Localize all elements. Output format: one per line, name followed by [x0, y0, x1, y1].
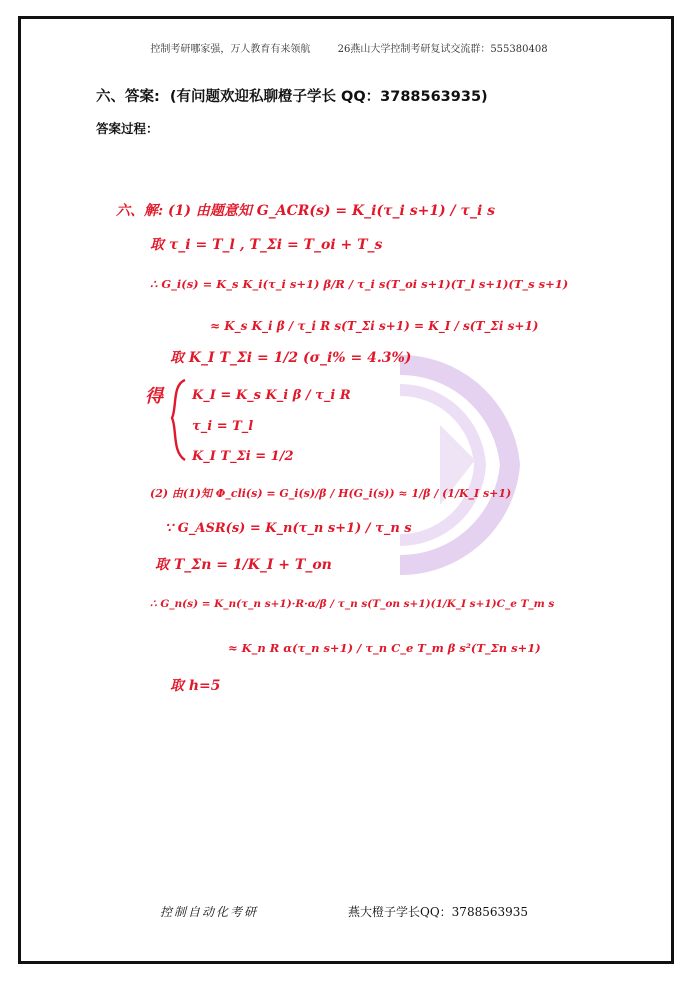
hw-line-1: 六、解: (1) 由题意知 G_ACR(s) = K_i(τ_i s+1) / τ_i s — [116, 203, 496, 219]
section-subtitle: 答案过程： — [96, 121, 159, 136]
section-note: (有问题欢迎私聊橙子学长 QQ：3788563935) — [169, 89, 488, 105]
hw-line-6a: K_I = K_s K_i β / τ_i R — [192, 388, 351, 403]
hw-line-10: ∴ G_n(s) = K_n(τ_n s+1)·R·α/β / τ_n s(T_on s+1)(1/K_I s+1)C_e T_m s — [150, 598, 555, 610]
hw-line-2: 取 τ_i = T_l , T_Σi = T_oi + T_s — [150, 237, 383, 253]
header-group: 26燕山大学控制考研复试交流群：555380408 — [337, 44, 548, 55]
hw-line-9: 取 T_Σn = 1/K_I + T_on — [155, 557, 332, 573]
hw-line-7: (2) 由(1)知 Φ_cli(s) = G_i(s)/β / H(G_i(s)) ≈ 1/β / (1/K_I s+1) — [150, 487, 512, 500]
hw-line-6b: τ_i = T_l — [192, 419, 254, 434]
hw-line-6c: K_I T_Σi = 1/2 — [192, 449, 294, 464]
hw-line-8: ∵ G_ASR(s) = K_n(τ_n s+1) / τ_n s — [165, 521, 412, 536]
footer-right: 燕大橙子学长QQ：3788563935 — [348, 905, 529, 919]
hw-line-11: ≈ K_n R α(τ_n s+1) / τ_n C_e T_m β s²(T_Σn s+1) — [228, 641, 541, 655]
footer-left: 控制自动化考研 — [160, 905, 259, 919]
hw-line-4: ≈ K_s K_i β / τ_i R s(T_Σi s+1) = K_I / s(T_Σi s+1) — [210, 319, 539, 333]
section-heading: 六、答案: — [96, 89, 160, 105]
header-slogan: 控制考研哪家强，万人教育有来领航 — [150, 44, 311, 55]
hw-line-12: 取 h=5 — [170, 678, 221, 694]
hw-brace — [172, 380, 185, 460]
hw-label-de: 得 — [145, 386, 163, 407]
hw-line-5: 取 K_I T_Σi = 1/2 (σ_i% = 4.3%) — [170, 350, 412, 366]
hw-line-3: ∴ G_i(s) = K_s K_i(τ_i s+1) β/R / τ_i s(T_oi s+1)(T_l s+1)(T_s s+1) — [150, 277, 569, 291]
